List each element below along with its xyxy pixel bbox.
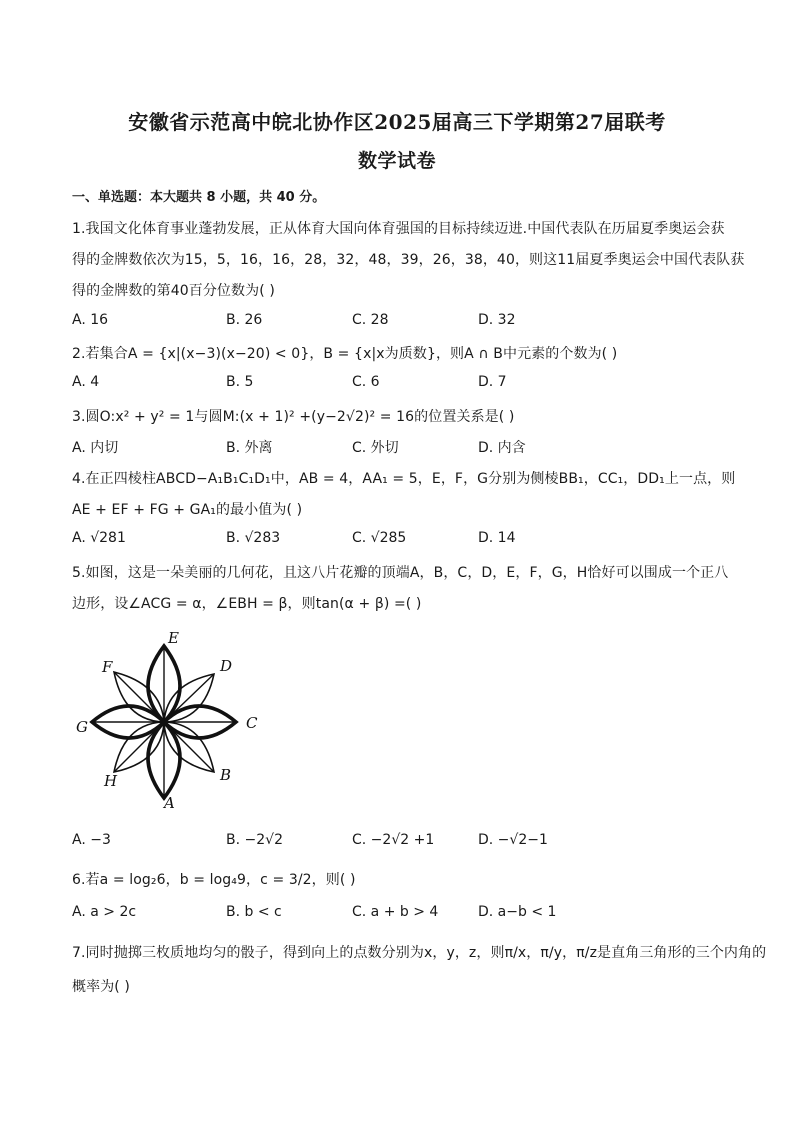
option-a[interactable]: A. −3	[72, 832, 111, 848]
option-c[interactable]: C. a + b > 4	[352, 904, 439, 920]
option-d[interactable]: D. 7	[478, 374, 507, 390]
label-b: B	[220, 766, 232, 784]
question-7-line-1: 7.同时抛掷三枚质地均匀的骰子，得到向上的点数分别为x，y，z，则π/x，π/y，π/z是直角三角形的三个内角的	[72, 945, 767, 961]
option-c[interactable]: C. 28	[352, 312, 389, 328]
label-g: G	[76, 718, 88, 736]
option-d[interactable]: D. a−b < 1	[478, 904, 557, 920]
exam-subtitle: 数学试卷	[357, 150, 436, 172]
section-heading: 一、单选题：本大题共 8 小题，共 40 分。	[72, 190, 326, 205]
label-e: E	[168, 629, 179, 647]
option-d[interactable]: D. 内含	[478, 440, 526, 456]
option-c[interactable]: C. 外切	[352, 440, 399, 456]
option-b[interactable]: B. −2√2	[226, 832, 283, 848]
question-1-line-2: 得的金牌数依次为15，5，16，16，28，32，48，39，26，38，40，则这11届夏季奥运会中国代表队获	[72, 252, 745, 268]
label-d: D	[220, 657, 233, 675]
geometric-flower-figure	[72, 628, 272, 814]
option-b[interactable]: B. 26	[226, 312, 263, 328]
question-5-line-1: 5.如图，这是一朵美丽的几何花，且这八片花瓣的顶端A，B，C，D，E，F，G，H恰好可以围成一个正八	[72, 565, 729, 581]
label-a: A	[164, 794, 175, 812]
question-2-line-1: 2.若集合A = {x|(x−3)(x−20) < 0}，B = {x|x为质数}，则A ∩ B中元素的个数为( )	[72, 346, 618, 362]
option-a[interactable]: A. 4	[72, 374, 100, 390]
label-f: F	[102, 658, 113, 676]
question-4-line-1: 4.在正四棱柱ABCD−A₁B₁C₁D₁中，AB = 4，AA₁ = 5，E，F，G分别为侧棱BB₁，CC₁，DD₁上一点，则	[72, 471, 736, 487]
option-b[interactable]: B. √283	[226, 530, 281, 546]
label-c: C	[246, 714, 258, 732]
option-d[interactable]: D. −√2−1	[478, 832, 548, 848]
option-a[interactable]: A. √281	[72, 530, 126, 546]
option-b[interactable]: B. 5	[226, 374, 254, 390]
option-c[interactable]: C. −2√2 +1	[352, 832, 435, 848]
question-4-line-2: AE + EF + FG + GA₁的最小值为( )	[72, 502, 303, 518]
question-5-line-2: 边形，设∠ACG = α，∠EBH = β，则tan(α + β) =( )	[72, 596, 422, 612]
option-d[interactable]: D. 14	[478, 530, 516, 546]
question-1-line-1: 1.我国文化体育事业蓬勃发展，正从体育大国向体育强国的目标持续迈进.中国代表队在历届夏季奥运会获	[72, 221, 725, 237]
option-a[interactable]: A. 16	[72, 312, 109, 328]
option-b[interactable]: B. b < c	[226, 904, 282, 920]
option-a[interactable]: A. a > 2c	[72, 904, 137, 920]
option-d[interactable]: D. 32	[478, 312, 516, 328]
exam-title: 安徽省示范高中皖北协作区2025届高三下学期第27届联考	[128, 110, 666, 134]
option-c[interactable]: C. 6	[352, 374, 380, 390]
question-6-line-1: 6.若a = log₂6，b = log₄9，c = 3/2，则( )	[72, 872, 356, 888]
question-1-line-3: 得的金牌数的第40百分位数为( )	[72, 283, 275, 299]
option-a[interactable]: A. 内切	[72, 440, 119, 456]
option-b[interactable]: B. 外离	[226, 440, 273, 456]
question-7-line-2: 概率为( )	[72, 979, 130, 995]
question-3-line-1: 3.圆O:x² + y² = 1与圆M:(x + 1)² +(y−2√2)² = 16的位置关系是( )	[72, 409, 515, 425]
label-h: H	[104, 772, 118, 790]
option-c[interactable]: C. √285	[352, 530, 407, 546]
